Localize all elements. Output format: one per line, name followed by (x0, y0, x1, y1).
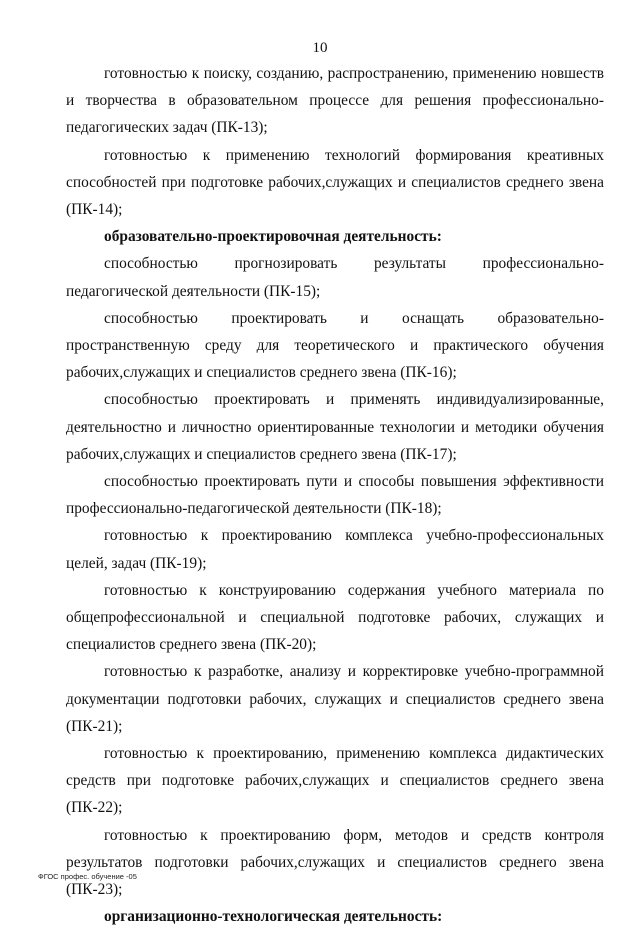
competency-pk-14: готовностью к применению технологий формирования креативных способностей при подготовке рабочих,служащих и специалистов среднего звена (ПК-14); (66, 146, 604, 219)
competency-pk-13: готовностью к поиску, созданию, распространению, применению новшеств и творчества в образовательном процессе для решения профессионально-педагогических задач (ПК-13); (66, 65, 604, 137)
competency-pk-23: готовностью к проектированию форм, методов и средств контроля результатов подготовки рабочих,служащих и специалистов среднего звена (ПК-23); (66, 826, 604, 899)
competency-pk-17: способностью проектировать и применять индивидуализированные, деятельностно и личностно ориентированные технологии и методики обучения рабочих,служащих и специалистов среднего звена (ПК-17); (66, 391, 604, 463)
section-heading-design: образовательно-проектировочная деятельность: (104, 228, 442, 246)
page-footer: ФГОС профес. обучение -05 (38, 872, 137, 881)
competency-pk-15: способностью прогнозировать результаты профессионально-педагогической деятельности (ПК-15); (66, 255, 604, 300)
competency-pk-16: способностью проектировать и оснащать образовательно-пространственную среду для теоретического и практического обучения рабочих,служащих и специалистов среднего звена (ПК-16); (66, 309, 604, 382)
competency-pk-20: готовностью к конструированию содержания учебного материала по общепрофессиональной и специальной подготовке рабочих, служащих и специалистов среднего звена (ПК-20); (66, 581, 604, 654)
section-heading-organization: организационно-технологическая деятельность: (104, 908, 443, 926)
document-body (66, 60, 604, 931)
competency-pk-22: готовностью к проектированию, применению комплекса дидактических средств при подготовке рабочих,служащих и специалистов среднего звена (ПК-22); (66, 745, 604, 817)
competency-pk-18: способностью проектировать пути и способы повышения эффективности профессионально-педагогической деятельности (ПК-18); (66, 473, 604, 518)
competency-pk-19: готовностью к проектированию комплекса учебно-профессиональных целей, задач (ПК-19); (66, 527, 604, 572)
competency-pk-21: готовностью к разработке, анализу и корректировке учебно-программной документации подготовки рабочих, служащих и специалистов среднего звена (ПК-21); (66, 663, 604, 735)
page-number: 10 (312, 40, 328, 56)
